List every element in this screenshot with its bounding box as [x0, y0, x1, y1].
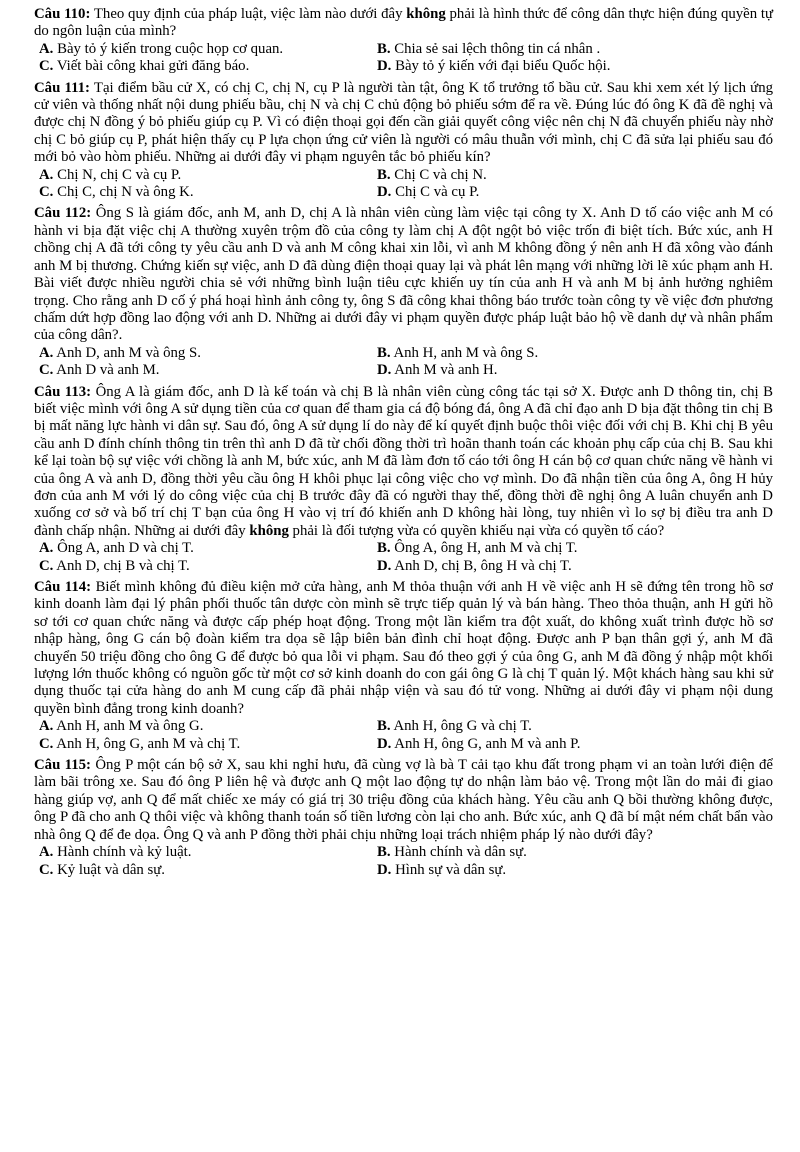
question-stem: [34, 757, 773, 844]
options: [34, 345, 773, 380]
stem-keyword: không: [249, 522, 289, 539]
question-113: [34, 384, 773, 575]
option-a[interactable]: A. Anh H, anh M và ông G.: [39, 718, 204, 735]
stem-text: Theo quy định của pháp luật, việc làm nào dưới đây: [93, 6, 407, 22]
option-a[interactable]: A. Hành chính và kỷ luật.: [39, 844, 192, 861]
option-d[interactable]: D. Chị C và cụ P.: [377, 184, 480, 201]
options: [34, 718, 773, 753]
stem-text: phải là đối tượng vừa có quyền khiếu nại vừa có quyền tố cáo?: [288, 522, 665, 539]
option-a[interactable]: A. Bày tỏ ý kiến trong cuộc họp cơ quan.: [39, 40, 284, 57]
option-d[interactable]: D. Anh D, chị B, ông H và chị T.: [377, 557, 572, 574]
question-label: Câu 110:: [34, 6, 91, 22]
option-c[interactable]: C. Viết bài công khai gửi đăng báo.: [39, 58, 250, 75]
option-b[interactable]: B. Anh H, ông G và chị T.: [377, 718, 532, 735]
question-label: Câu 114:: [34, 579, 92, 595]
question-stem: [34, 579, 773, 718]
stem-text: phải là hình thức để công dân thực hiện đúng quyền tự do ngôn luận của mình?: [34, 6, 774, 40]
question-label: Câu 115:: [34, 757, 91, 774]
options: [34, 540, 773, 575]
question-112: [34, 205, 773, 379]
stem-keyword: không: [406, 6, 446, 22]
option-c[interactable]: C. Chị C, chị N và ông K.: [39, 184, 194, 201]
option-d[interactable]: D. Bày tỏ ý kiến với đại biểu Quốc hội.: [377, 58, 611, 75]
option-b[interactable]: B. Hành chính và dân sự.: [377, 844, 527, 861]
option-c[interactable]: C. Anh D và anh M.: [39, 362, 160, 379]
stem-text: Ông S là giám đốc, anh M, anh D, chị A là nhân viên cùng làm việc tại công ty X. Anh D tố cáo việc anh M có hành vi bịa đặt việc chị A thường xuyên trộm đồ của công ty làm chị A đột ngột bỏ việc trốn đi biệt tích. Bức xúc, anh H chồng chị A đã tới công ty yêu cầu anh D và anh M công khai xin lỗi, vì anh M không đồng ý nên anh H đã xông vào đánh anh M bị thương. Chứng kiến sự việc, anh D đã dùng điện thoại quay lại và phát lên mạng với những lời lẽ xúc phạm anh H. Bài viết được nhiều người chia sẻ với những bình luận tiêu cực khiến uy tín của anh H và anh M bị ảnh hưởng nghiêm trọng. Cho rằng anh D cố ý phá hoại hình ảnh công ty, ông S đã công khai thông báo trước toàn công ty về việc đơn phương chấm dứt hợp đồng lao động với anh D. Những ai dưới đây vi phạm quyền được pháp luật bảo hộ về danh dự và nhân phẩm của công dân?.: [34, 205, 773, 344]
option-d[interactable]: D. Hình sự và dân sự.: [377, 861, 507, 878]
option-c[interactable]: C. Anh H, ông G, anh M và chị T.: [39, 735, 241, 752]
option-d[interactable]: D. Anh H, ông G, anh M và anh P.: [377, 735, 581, 752]
options: [34, 41, 773, 76]
option-a[interactable]: A. Ông A, anh D và chị T.: [39, 540, 194, 557]
options: [34, 844, 773, 879]
question-stem: [34, 384, 773, 541]
stem-text: Ông P một cán bộ sở X, sau khi nghỉ hưu, đã cùng vợ là bà T cải tạo khu đất trong phạm vi an toàn lưới điện để làm bãi trông xe. Sau đó ông P liên hệ và được anh Q một lao động tự do nhận làm bảo vệ. Trong một lần do mải đi giao hàng giúp vợ, anh Q để mất chiếc xe máy có giá trị 30 triệu đồng của khách hàng. Yêu cầu anh Q bồi thường không được, ông P đã cho anh Q thôi việc và không thanh toán số tiền lương còn lại cho anh. Bức xúc, anh Q đã bí mật ném chất bẩn vào nhà ông Q để đe dọa. Ông Q và anh P đồng thời phải chịu những loại trách nhiệm pháp lý nào dưới đây?: [34, 757, 773, 843]
option-c[interactable]: C. Anh D, chị B và chị T.: [39, 557, 190, 574]
stem-text: Ông A là giám đốc, anh D là kế toán và chị B là nhân viên cùng công tác tại sở X. Được anh D thông tin, chị B biết việc mình với ông A sử dụng tiền của cơ quan để tham gia cá độ bóng đá, ông A đã chỉ đạo anh D bịa đặt thông tin chị B bị mất năng lực hành vi dân sự. Sau đó, ông A sử dụng lí do này để kí quyết định buộc thôi việc đối với chị B. Khi chị B yêu cầu anh D đính chính thông tin trên thì anh D đã từ chối đồng thời trì hoãn thanh toán các khoản phụ cấp của chị B. Sau khi kể lại toàn bộ sự việc với chồng là anh M, bức xúc, anh M đã làm đơn tố cáo tới ông H cán bộ cơ quan chức năng về hành vi của ông A và anh D, đồng thời yêu cầu ông H khôi phục lại công việc cho vợ mình. Do đã nhận tiền của ông A, ông H hủy đơn của anh M với lý do công việc của chị B trước đây đã có người thay thế, đồng thời đề nghị ông A luân chuyển anh D xuống cơ sở và bố trí chị T bạn của ông H vào vị trí đó khiến anh D không hài lòng, tuy nhiên vì lo sợ bị điều tra anh D đành chấp nhận. Những ai dưới đây: [34, 383, 774, 539]
question-label: Câu 113:: [34, 383, 92, 400]
question-label: Câu 111:: [34, 79, 90, 96]
option-b[interactable]: B. Chị C và chị N.: [377, 166, 487, 183]
stem-text: Tại điểm bầu cử X, có chị C, chị N, cụ P là người tàn tật, ông K tổ trưởng tổ bầu cử. Sau khi xem xét lý lịch ứng cử viên và thống nhất nội dung phiếu bầu, chị N và chị C chủ động bỏ phiếu sớm để ra về. Đúng lúc đó ông K đã đề nghị và được chị N đồng ý bỏ phiếu giúp cụ P. Vì có điện thoại gọi đến cần giải quyết công việc nên chị N đã chuyển phiếu này nhờ chị C bỏ giúp cụ P, phát hiện thấy cụ P lựa chọn ứng cử viên là người có mâu thuẫn với mình, chị C đã sửa lại phiếu sau đó mới bỏ vào hòm phiếu. Những ai dưới đây vi phạm nguyên tắc bỏ phiếu kín?: [34, 79, 773, 166]
option-b[interactable]: B. Chia sẻ sai lệch thông tin cá nhân .: [377, 40, 601, 57]
option-a[interactable]: A. Anh D, anh M và ông S.: [39, 344, 201, 361]
question-115: [34, 757, 773, 879]
option-b[interactable]: B. Ông A, ông H, anh M và chị T.: [377, 540, 578, 557]
option-c[interactable]: C. Kỷ luật và dân sự.: [39, 861, 165, 878]
question-label: Câu 112:: [34, 205, 92, 222]
option-b[interactable]: B. Anh H, anh M và ông S.: [377, 344, 539, 361]
question-stem: [34, 6, 773, 41]
stem-text: Biết mình không đủ điều kiện mở cửa hàng, anh M thỏa thuận với anh H về việc anh H sẽ đứng tên trong hồ sơ kinh doanh làm đại lý phân phối thuốc tân dược còn mình sẽ trực tiếp quản lý và bán hàng. Theo thỏa thuận, anh H gửi hồ sơ tới cơ quan chức năng và được cấp phép hoạt động. Trong một lần kiểm tra đột xuất, do không xuất trình được hồ sơ nhập hàng, ông G cán bộ đoàn kiểm tra dọa sẽ lập biên bản đình chỉ hoạt động. Được anh P bạn thân gợi ý, anh M đã chuyển 50 triệu đồng cho ông G để được bỏ qua lỗi vi phạm. Sau đó theo gợi ý của ông G, anh M đã đồng ý nhập một khối lượng lớn thuốc không có nguồn gốc từ một cơ sở kinh doanh do con gái ông G là chị T quản lý. Một khách hàng sau khi sử dụng thuốc tại cửa hàng do anh M cung cấp đã phải nhập viện và sau đó tử vong. Những ai dưới đây vi phạm nội dung quyền bình đẳng trong kinh doanh?: [34, 579, 773, 717]
question-111: [34, 80, 773, 202]
option-a[interactable]: A. Chị N, chị C và cụ P.: [39, 166, 182, 183]
options: [34, 167, 773, 202]
question-110: [34, 6, 773, 76]
question-114: [34, 579, 773, 753]
question-stem: [34, 80, 773, 167]
question-stem: [34, 205, 773, 344]
option-d[interactable]: D. Anh M và anh H.: [377, 362, 498, 379]
